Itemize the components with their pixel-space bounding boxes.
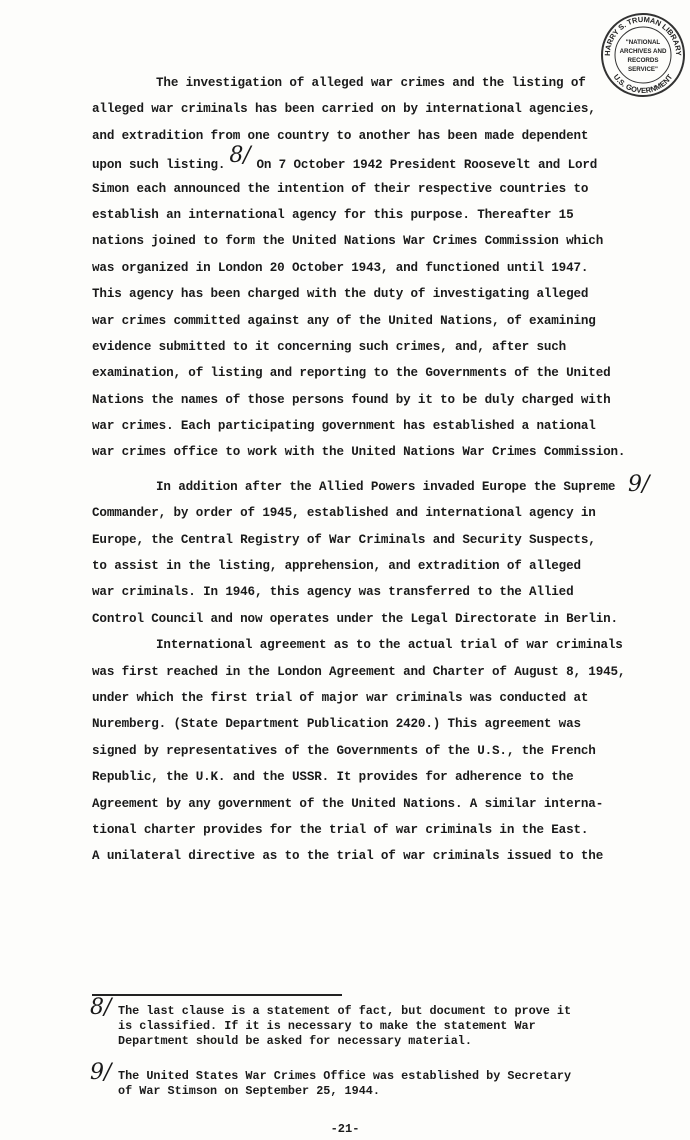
stamp-bottom-text: U.S. GOVERNMENT bbox=[611, 72, 675, 96]
footnote-8 bbox=[90, 995, 650, 1049]
footnote-divider bbox=[92, 994, 342, 996]
footnotes bbox=[90, 995, 650, 1119]
stamp-center-line-1: "NATIONAL bbox=[625, 39, 661, 46]
page-number: -21- bbox=[330, 1122, 360, 1136]
text-line: This agency has been charged with the duty of investigating alleged bbox=[92, 287, 589, 302]
footnote-line: The United States War Crimes Office was established by Secretary bbox=[118, 1069, 572, 1083]
text-line: under which the first trial of major war criminals was conducted at bbox=[92, 690, 589, 705]
paragraph-3 bbox=[92, 632, 652, 870]
footnote-line: is classified. If it is necessary to make the statement War bbox=[118, 1019, 536, 1033]
text-line: war criminals. In 1946, this agency was transferred to the Allied bbox=[92, 585, 574, 600]
text-segment: upon such listing. bbox=[92, 158, 226, 173]
footnote-number: 9/ bbox=[90, 1060, 112, 1085]
text-line: The investigation of alleged war crimes and the listing of bbox=[156, 76, 586, 90]
text-line: establish an international agency for this purpose. Thereafter 15 bbox=[92, 207, 574, 222]
text-line: A unilateral directive as to the trial of war criminals issued to the bbox=[92, 849, 604, 864]
text-line: In addition after the Allied Powers invaded Europe the Supreme bbox=[156, 479, 616, 494]
paragraph-2 bbox=[92, 474, 652, 632]
footnote-line: Department should be asked for necessary material. bbox=[118, 1034, 472, 1048]
document-body bbox=[92, 70, 652, 870]
text-line: was organized in London 20 October 1943, and functioned until 1947. bbox=[92, 260, 589, 275]
text-line: war crimes committed against any of the United Nations, of examining bbox=[92, 313, 596, 328]
stamp-top-text: HARRY S. TRUMAN LIBRARY bbox=[602, 14, 684, 57]
footnote-mark-8: 8/ bbox=[229, 143, 251, 169]
footnote-line: of War Stimson on September 25, 1944. bbox=[118, 1084, 380, 1098]
text-line: and extradition from one country to another has been made dependent bbox=[92, 128, 589, 143]
text-line: Control Council and now operates under the Legal Directorate in Berlin. bbox=[92, 611, 618, 626]
text-line: war crimes. Each participating government has established a national bbox=[92, 419, 596, 434]
text-line: nations joined to form the United Nations War Crimes Commission which bbox=[92, 234, 604, 249]
text-line: evidence submitted to it concerning such crimes, and, after such bbox=[92, 339, 567, 354]
text-line: tional charter provides for the trial of war criminals in the East. bbox=[92, 822, 589, 837]
text-line: war crimes office to work with the United Nations War Crimes Commission. bbox=[92, 445, 626, 460]
text-line: alleged war criminals has been carried on by international agencies, bbox=[92, 102, 596, 117]
text-line: Agreement by any government of the United Nations. A similar interna- bbox=[92, 796, 604, 811]
text-line: signed by representatives of the Governments of the U.S., the French bbox=[92, 743, 596, 758]
text-line: Nations the names of those persons found by it to be duly charged with bbox=[92, 392, 611, 407]
stamp-center-line-2: ARCHIVES AND bbox=[619, 48, 667, 55]
text-line: International agreement as to the actual trial of war criminals bbox=[156, 638, 623, 653]
text-line: Nuremberg. (State Department Publication 2420.) This agreement was bbox=[92, 717, 581, 732]
footnote-line: The last clause is a statement of fact, but document to prove it bbox=[118, 1004, 572, 1018]
text-segment: On 7 October 1942 President Roosevelt and Lord bbox=[256, 158, 598, 173]
text-line: Republic, the U.K. and the USSR. It provides for adherence to the bbox=[92, 770, 574, 785]
text-line: to assist in the listing, apprehension, and extradition of alleged bbox=[92, 559, 581, 574]
paragraph-1 bbox=[92, 70, 652, 466]
text-line: Commander, by order of 1945, established and international agency in bbox=[92, 506, 596, 521]
text-line: was first reached in the London Agreement and Charter of August 8, 1945, bbox=[92, 664, 626, 679]
footnote-9 bbox=[90, 1060, 650, 1099]
text-line: Europe, the Central Registry of War Criminals and Security Suspects, bbox=[92, 532, 596, 547]
text-line-with-footnote bbox=[92, 143, 652, 175]
stamp-center-line-4: SERVICE" bbox=[628, 66, 658, 73]
text-line: Simon each announced the intention of their respective countries to bbox=[92, 181, 589, 196]
text-line: examination, of listing and reporting to the Governments of the United bbox=[92, 366, 611, 381]
footnote-mark-9: 9/ bbox=[628, 472, 650, 497]
stamp-center-line-3: RECORDS bbox=[627, 57, 659, 64]
footnote-number: 8/ bbox=[90, 995, 112, 1020]
